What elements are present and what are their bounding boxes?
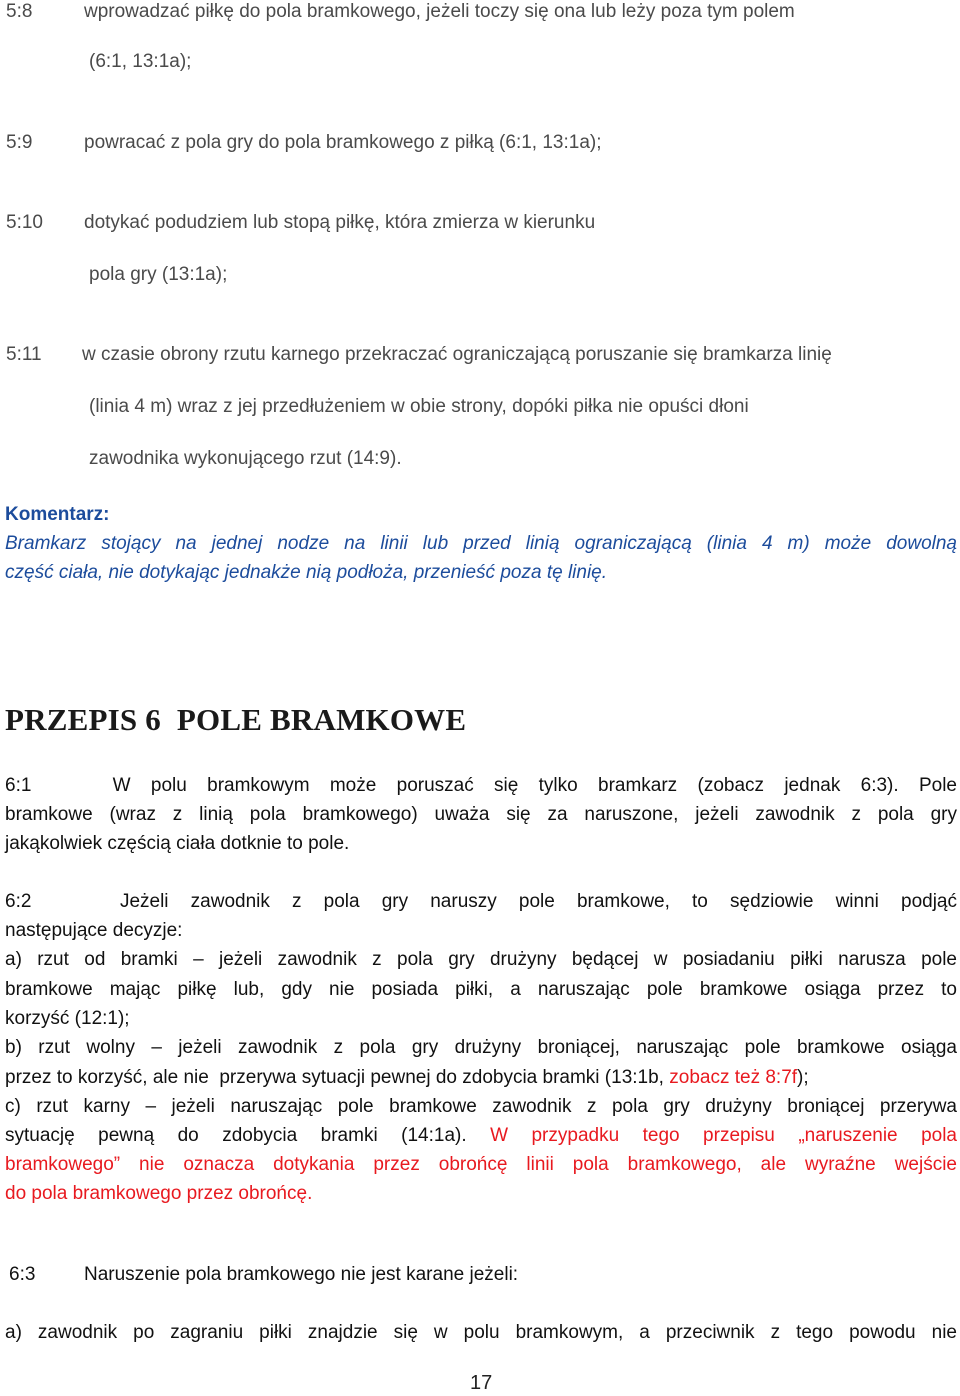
rule-6-3-text: Naruszenie pola bramkowego nie jest karane jeżeli: — [84, 1264, 519, 1285]
rule-6-2-c-line3: bramkowego” nie oznacza dotykania przez obrońcę linii pola bramkowego, ale wyraźne wejście — [5, 1154, 957, 1175]
rule-5-11-text-cont2: zawodnika wykonującego rzut (14:9). — [89, 448, 402, 469]
rule-6-1-line1: 6:1 W polu bramkowym może poruszać się tylko bramkarz (zobacz jednak 6:3). Pole — [5, 775, 957, 796]
rule-number-5-9: 5:9 — [6, 132, 33, 153]
rule-6-2-a-line3: korzyść (12:1); — [5, 1008, 130, 1029]
rule-6-1-line3: jakąkolwiek częścią ciała dotknie to pole. — [5, 833, 350, 854]
rule-5-10-text-cont: pola gry (13:1a); — [89, 264, 228, 285]
rule-number-5-11: 5:11 — [6, 344, 42, 365]
comment-label: Komentarz: — [5, 504, 110, 525]
comment-text-line1: Bramkarz stojący na jednej nodze na linii lub przed linią ograniczającą (linia 4 m) może dowolną — [5, 533, 957, 554]
rule-6-2-c-line1: c) rzut karny – jeżeli naruszając pole bramkowe zawodnik z pola gry drużyny broniącej przerywa — [5, 1096, 957, 1117]
rule-5-8-text-cont: (6:1, 13:1a); — [89, 51, 192, 72]
rule-6-3-a-line1: a) zawodnik po zagraniu piłki znajdzie się w polu bramkowym, a przeciwnik z tego powodu nie — [5, 1322, 957, 1343]
rule-5-8-text: wprowadzać piłkę do pola bramkowego, jeżeli toczy się ona lub leży poza tym polem — [84, 1, 795, 22]
rule-6-2-c-line4: do pola bramkowego przez obrońcę. — [5, 1183, 313, 1204]
rule-6-2-c-line2-text: sytuację pewną do zdobycia bramki (14:1a). — [5, 1125, 491, 1146]
rule-6-2-c-line2 — [5, 1125, 957, 1147]
comment-text-line2: część ciała, nie dotykając jednakże nią podłoża, przenieść poza tę linię. — [5, 562, 608, 583]
rule-6-2-a-line1: a) rzut od bramki – jeżeli zawodnik z pola gry drużyny będącej w posiadaniu piłki narusza pole — [5, 949, 957, 970]
rule-6-2-b-line2 — [5, 1067, 809, 1089]
rule-number-5-10: 5:10 — [6, 212, 43, 233]
rule-6-2-line2: następujące decyzje: — [5, 920, 183, 941]
page-number: 17 — [470, 1372, 493, 1394]
rule-6-2-b-line1: b) rzut wolny – jeżeli zawodnik z pola gry drużyny broniącej, naruszając pole bramkowe osiąga — [5, 1037, 957, 1058]
rule-6-1-line2: bramkowe (wraz z linią pola bramkowego) uważa się za naruszone, jeżeli zawodnik z pola gry — [5, 804, 957, 825]
rule-5-11-text: w czasie obrony rzutu karnego przekraczać ograniczającą poruszanie się bramkarza linię — [82, 344, 832, 365]
section-heading: PRZEPIS 6 POLE BRAMKOWE — [5, 702, 467, 737]
rule-6-2-b-line2-red: zobacz też 8:7f — [669, 1067, 798, 1088]
rule-6-2-b-line2-text: przez to korzyść, ale nie przerywa sytuacji pewnej do zdobycia bramki (13:1b, — [5, 1067, 670, 1088]
rule-number-6-3: 6:3 — [9, 1264, 36, 1285]
rule-6-2-c-line2-red: W przypadku tego przepisu „naruszenie pola — [490, 1125, 958, 1146]
rule-6-2-b-line2-end: ); — [797, 1067, 809, 1088]
rule-5-11-text-cont: (linia 4 m) wraz z jej przedłużeniem w obie strony, dopóki piłka nie opuści dłoni — [89, 396, 749, 417]
rule-5-9-text: powracać z pola gry do pola bramkowego z piłką (6:1, 13:1a); — [84, 132, 602, 153]
rule-6-2-line1: 6:2 Jeżeli zawodnik z pola gry naruszy pole bramkowe, to sędziowie winni podjąć — [5, 891, 957, 912]
rule-6-2-a-line2: bramkowe mając piłkę lub, gdy nie posiada piłki, a naruszając pole bramkowe osiąga przez to — [5, 979, 957, 1000]
rule-number-5-8: 5:8 — [6, 1, 33, 22]
rule-5-10-text: dotykać podudziem lub stopą piłkę, która zmierza w kierunku — [84, 212, 596, 233]
